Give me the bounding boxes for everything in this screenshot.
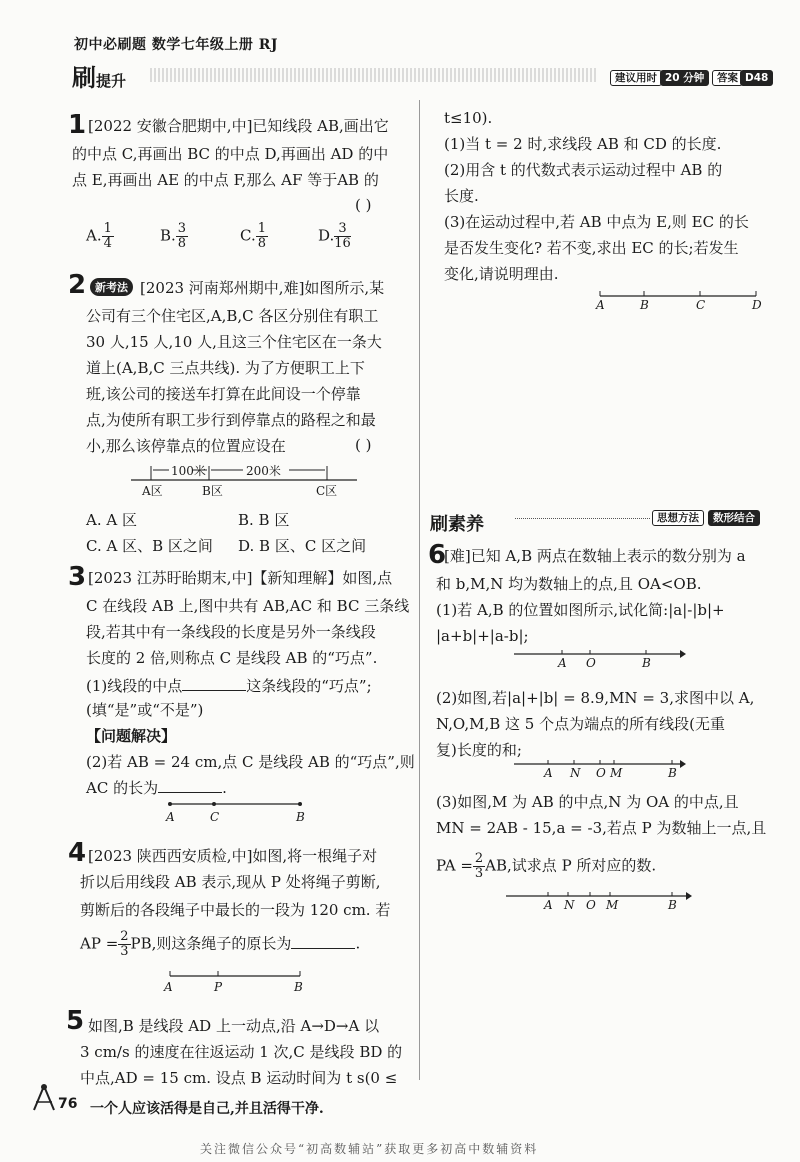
answer-page: D48: [740, 70, 773, 86]
q2-option-b[interactable]: B. B 区: [238, 511, 290, 529]
fraction: [473, 852, 485, 881]
q3-sub1-a: (1)线段的中点: [86, 677, 183, 695]
q1-number: 1: [68, 110, 87, 140]
option-label: A.: [86, 226, 102, 245]
q3-sub2-b: AC 的长为: [86, 779, 159, 797]
fraction: [102, 222, 114, 251]
frac-num: 2: [474, 851, 484, 866]
fraction: [118, 930, 130, 959]
q6-axis1-b: B: [642, 656, 651, 670]
q6-axis3-o: O: [586, 898, 596, 912]
q6-axis2-o: O: [596, 766, 606, 780]
q6-last-b: AB,试求点 P 所对应的数.: [485, 856, 657, 875]
brand-small: 提升: [96, 72, 127, 90]
section-brand: [72, 58, 126, 93]
q3-sub2-blank[interactable]: [158, 778, 222, 793]
option-label: C.: [240, 226, 256, 245]
q6-last-line: [436, 852, 656, 881]
section-dotted-rule: [515, 518, 650, 519]
q3-line: C 在线段 AB 上,图中共有 AB,AC 和 BC 三条线: [86, 597, 410, 615]
time-label: 建议用时: [610, 70, 662, 86]
q4-line: 折以后用线段 AB 表示,现从 P 处将绳子剪断,: [80, 873, 381, 891]
time-value: 20 分钟: [660, 70, 709, 86]
frac-den: 3: [120, 944, 129, 959]
q5-right-line: 长度.: [444, 187, 479, 205]
q5-number: 5: [66, 1006, 85, 1036]
fraction: [256, 222, 268, 251]
q3-label-c: C: [210, 810, 220, 824]
page-number: 76: [58, 1096, 78, 1112]
q3-sub1: [86, 676, 372, 696]
q6-axis2-n: N: [570, 766, 581, 780]
q6-axis1-o: O: [586, 656, 596, 670]
q6-line: (3)如图,M 为 AB 的中点,N 为 OA 的中点,且: [436, 793, 739, 811]
q5-line: 中点,AD = 15 cm. 设点 B 运动时间为 t s(0 ≤: [80, 1069, 398, 1087]
brand-big: 刷: [72, 64, 96, 92]
q6-axis2-a: A: [544, 766, 553, 780]
q3-line: 段,若其中有一条线段的长度是另外一条线段: [86, 623, 376, 641]
q2-answer-paren: ( ): [355, 436, 372, 454]
q2-dist-bc: 200米: [246, 464, 281, 478]
q2-number: 2: [68, 270, 87, 300]
method-tag: 思想方法: [652, 510, 704, 526]
q4-segment: [160, 970, 310, 982]
method-value-tag: 数形结合: [708, 510, 760, 526]
q2-option-c[interactable]: C. A 区、B 区之间: [86, 537, 213, 555]
q6-line: (1)若 A,B 的位置如图所示,试化简:|a|-|b|+: [436, 601, 725, 619]
q3-sub1-hint: (填“是”或“不是”): [86, 701, 204, 719]
q6-line: (2)如图,若|a|+|b| = 8.9,MN = 3,求图中以 A,: [436, 689, 755, 707]
q4-last-a: AP =: [80, 934, 119, 953]
q5-segment: [592, 290, 764, 302]
q1-line: [2022 安徽合肥期中,中]已知线段 AB,画出它: [88, 117, 389, 135]
q4-label-a: A: [164, 980, 173, 994]
q1-answer-paren: ( ): [355, 196, 372, 214]
q2-label-b: B区: [202, 484, 223, 498]
frac-den: 8: [177, 236, 187, 251]
q3-sub2: (2)若 AB = 24 cm,点 C 是线段 AB 的“巧点”,则: [86, 753, 415, 771]
q4-number: 4: [68, 838, 87, 868]
q6-axis3-b: B: [668, 898, 677, 912]
frac-num: 2: [120, 929, 129, 944]
q2-line: [2023 河南郑州期中,难]如图所示,某: [140, 279, 385, 297]
q5-right-line: (3)在运动过程中,若 AB 中点为 E,则 EC 的长: [444, 213, 749, 231]
q3-problem-title: 【问题解决】: [86, 727, 177, 745]
q2-label-a: A区: [142, 484, 163, 498]
q1-line: 点 E,再画出 AE 的中点 F,那么 AF 等于AB 的: [72, 171, 379, 189]
q4-blank[interactable]: [291, 934, 355, 949]
q5-right-line: (1)当 t = 2 时,求线段 AB 和 CD 的长度.: [444, 135, 722, 153]
q5-right-line: (2)用含 t 的代数式表示运动过程中 AB 的: [444, 161, 723, 179]
frac-den: 4: [103, 236, 112, 251]
q5-line: 如图,B 是线段 AD 上一动点,沿 A→D→A 以: [88, 1017, 380, 1035]
section-literacy-title: 刷素养: [430, 514, 484, 535]
frac-num: 1: [257, 221, 266, 236]
frac-num: 3: [334, 222, 351, 237]
book-title: 初中必刷题 数学七年级上册 RJ: [74, 37, 279, 53]
q2-line: 班,该公司的接送车打算在此间设一个停靠: [86, 385, 361, 403]
q4-line: [2023 陕西西安质检,中]如图,将一根绳子对: [88, 847, 378, 865]
answer-label: 答案: [712, 70, 743, 86]
q6-last-a: PA =: [436, 856, 473, 875]
q2-option-d[interactable]: D. B 区、C 区之间: [238, 537, 367, 555]
q2-line: 公司有三个住宅区,A,B,C 各区分别住有职工: [86, 307, 379, 325]
fraction: [176, 222, 188, 251]
q4-last-b: PB,则这条绳子的原长为: [130, 934, 292, 953]
q1-option-c[interactable]: [240, 222, 268, 251]
q4-label-p: P: [214, 980, 223, 994]
frac-den: 3: [474, 866, 484, 881]
header-decoration: [150, 68, 598, 82]
q2-label-c: C区: [316, 484, 338, 498]
fraction: [334, 222, 351, 251]
frac-num: 1: [103, 221, 112, 236]
q5-right-line: 变化,请说明理由.: [444, 265, 559, 283]
frac-den: 16: [334, 236, 351, 251]
q5-label-a: A: [596, 298, 605, 312]
frac-den: 8: [257, 236, 266, 251]
q5-right-line: t≤10).: [444, 109, 493, 127]
watermark-text: 关注微信公众号“初高数辅站”获取更多初高中数辅资料: [200, 1142, 539, 1156]
q5-label-b: B: [640, 298, 649, 312]
q6-axis3-m: M: [606, 898, 619, 912]
q5-label-c: C: [696, 298, 706, 312]
new-method-badge: 新考法: [90, 278, 133, 296]
footer-motto: 一个人应该活得是自己,并且活得干净.: [90, 1101, 324, 1117]
q3-segment: [160, 798, 310, 810]
q3-label-b: B: [296, 810, 305, 824]
q6-line: 和 b,M,N 均为数轴上的点,且 OA<OB.: [436, 575, 702, 593]
q2-line: 道上(A,B,C 三点共线). 为了方便职工上下: [86, 359, 365, 377]
q1-option-d[interactable]: [318, 222, 351, 251]
q4-line: 剪断后的各段绳子中最长的一段为 120 cm. 若: [80, 901, 391, 919]
q3-sub2-answer: AC 的长为 .: [86, 779, 227, 797]
q2-line: 点,为使所有职工步行到停靠点的路程之和最: [86, 411, 376, 429]
q5-label-d: D: [752, 298, 762, 312]
option-label: B.: [160, 226, 176, 245]
q6-line: 复)长度的和;: [436, 741, 522, 759]
frac-num: 3: [177, 221, 187, 236]
option-label: D.: [318, 226, 335, 245]
compass-icon: [30, 1082, 58, 1112]
q1-line: 的中点 C,再画出 BC 的中点 D,再画出 AD 的中: [72, 145, 389, 163]
q6-number: 6: [428, 540, 447, 570]
q5-right-line: 是否发生变化? 若不变,求出 EC 的长;若发生: [444, 239, 739, 257]
q1-option-a[interactable]: [86, 222, 114, 251]
column-divider: [419, 100, 420, 1080]
q3-sub1-blank[interactable]: [182, 676, 246, 691]
q6-line: [难]已知 A,B 两点在数轴上表示的数分别为 a: [444, 547, 746, 565]
q6-axis3-n: N: [564, 898, 575, 912]
q1-option-b[interactable]: [160, 222, 188, 251]
q4-last-line: AP = $\frac{2}{3}$ PB,则这条绳子的原长为 .: [80, 929, 361, 959]
q2-line: 小,那么该停靠点的位置应设在: [86, 437, 286, 455]
q5-line: 3 cm/s 的速度在往返运动 1 次,C 是线段 BD 的: [80, 1043, 403, 1061]
q3-line: 长度的 2 倍,则称点 C 是线段 AB 的“巧点”.: [86, 649, 378, 667]
q3-line: [2023 江苏盱眙期末,中]【新知理解】如图,点: [88, 569, 393, 587]
q3-number: 3: [68, 562, 87, 592]
q2-dist-ab: 100米: [171, 464, 206, 478]
q6-axis-3: [504, 890, 694, 902]
q3-label-a: A: [166, 810, 175, 824]
q6-line: N,O,M,B 这 5 个点为端点的所有线段(无重: [436, 715, 725, 733]
q6-axis2-b: B: [668, 766, 677, 780]
q3-sub1-b: 这条线段的“巧点”;: [246, 677, 372, 695]
q6-line: MN = 2AB - 15,a = -3,若点 P 为数轴上一点,且: [436, 819, 767, 837]
q6-axis3-a: A: [544, 898, 553, 912]
q6-axis-1: [512, 648, 688, 660]
q6-axis1-a: A: [558, 656, 567, 670]
q4-label-b: B: [294, 980, 303, 994]
q6-axis2-m: M: [610, 766, 623, 780]
q2-option-a[interactable]: A. A 区: [86, 511, 137, 529]
q6-line: |a+b|+|a-b|;: [436, 627, 529, 645]
q2-line: 30 人,15 人,10 人,且这三个住宅区在一条大: [86, 333, 382, 351]
